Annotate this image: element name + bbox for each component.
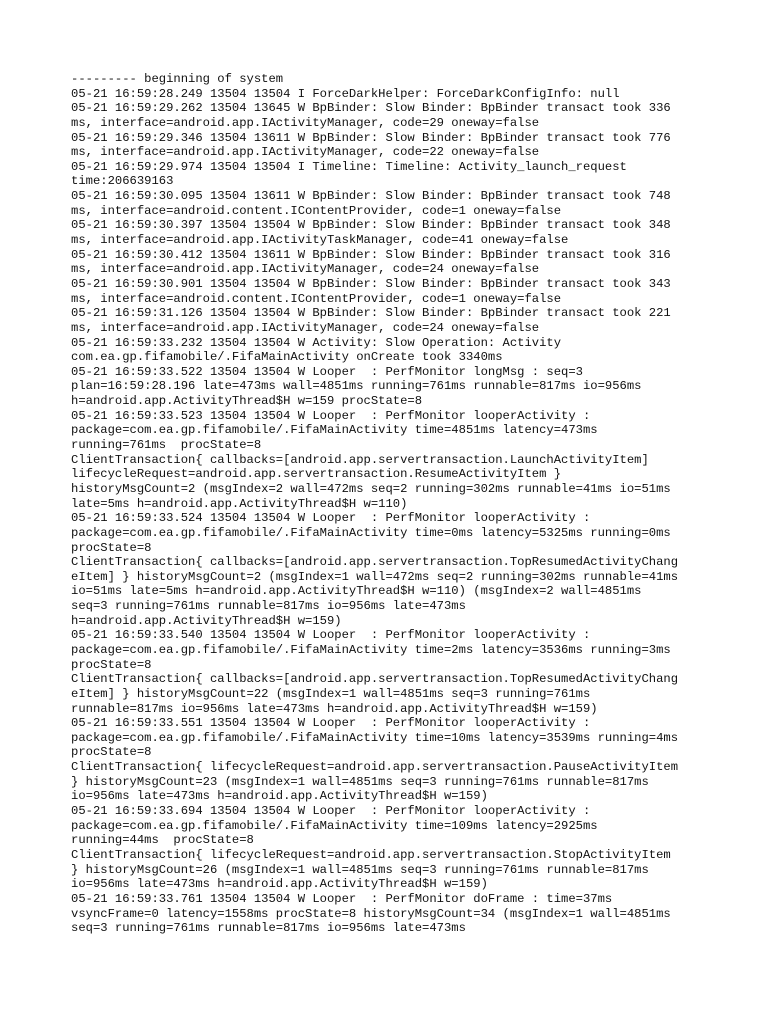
log-line: procState=8: [71, 745, 152, 760]
log-line: ms, interface=android.app.IActivityManager, code=24 oneway=false: [71, 262, 540, 277]
log-line: ClientTransaction{ callbacks=[android.app.servertransaction.TopResumedActivityChang: [71, 672, 679, 687]
log-line: eItem] } historyMsgCount=22 (msgIndex=1 wall=4851ms seq=3 running=761ms: [71, 686, 591, 701]
log-line: 05-21 16:59:29.974 13504 13504 I Timeline: Timeline: Activity_launch_request: [71, 159, 627, 174]
log-line: 05-21 16:59:33.524 13504 13504 W Looper : PerfMonitor looperActivity :: [71, 511, 591, 526]
log-line: h=android.app.ActivityThread$H w=159): [71, 613, 342, 628]
log-line: package=com.ea.gp.fifamobile/.FifaMainActivity time=10ms latency=3539ms running=4ms: [71, 730, 679, 745]
log-line: procState=8: [71, 540, 152, 555]
log-line: io=956ms late=473ms h=android.app.ActivityThread$H w=159): [71, 789, 488, 804]
log-line: 05-21 16:59:30.901 13504 13504 W BpBinder: Slow Binder: BpBinder transact took 343: [71, 276, 671, 291]
log-line: ClientTransaction{ callbacks=[android.app.servertransaction.LaunchActivityItem]: [71, 452, 649, 467]
log-line: } historyMsgCount=26 (msgIndex=1 wall=4851ms seq=3 running=761ms runnable=817ms: [71, 862, 649, 877]
log-line: seq=3 running=761ms runnable=817ms io=956ms late=473ms: [71, 921, 466, 936]
log-line: ms, interface=android.content.IContentProvider, code=1 oneway=false: [71, 291, 562, 306]
log-line: 05-21 16:59:30.397 13504 13504 W BpBinder: Slow Binder: BpBinder transact took 348: [71, 218, 671, 233]
log-line: 05-21 16:59:28.249 13504 13504 I ForceDarkHelper: ForceDarkConfigInfo: null: [71, 86, 620, 101]
log-line: io=956ms late=473ms h=android.app.ActivityThread$H w=159): [71, 877, 488, 892]
log-line: package=com.ea.gp.fifamobile/.FifaMainActivity time=0ms latency=5325ms running=0ms: [71, 525, 671, 540]
log-line: runnable=817ms io=956ms late=473ms h=android.app.ActivityThread$H w=159): [71, 701, 598, 716]
log-line: 05-21 16:59:30.412 13504 13611 W BpBinder: Slow Binder: BpBinder transact took 316: [71, 247, 671, 262]
log-line: eItem] } historyMsgCount=2 (msgIndex=1 wall=472ms seq=2 running=302ms runnable=41ms: [71, 569, 679, 584]
log-line: seq=3 running=761ms runnable=817ms io=956ms late=473ms: [71, 599, 466, 614]
log-document: [71, 72, 711, 936]
log-line: lifecycleRequest=android.app.servertransaction.ResumeActivityItem }: [71, 467, 562, 482]
log-line: time:206639163: [71, 174, 174, 189]
log-line: running=44ms procState=8: [71, 833, 254, 848]
log-line: --------- beginning of system: [71, 72, 284, 86]
log-line: 05-21 16:59:29.346 13504 13611 W BpBinder: Slow Binder: BpBinder transact took 776: [71, 130, 671, 145]
log-line: 05-21 16:59:33.522 13504 13504 W Looper : PerfMonitor longMsg : seq=3: [71, 364, 583, 379]
log-line: ms, interface=android.app.IActivityManager, code=29 oneway=false: [71, 115, 540, 130]
log-line: ms, interface=android.app.IActivityManager, code=22 oneway=false: [71, 145, 540, 160]
log-line: running=761ms procState=8: [71, 438, 262, 453]
log-line: vsyncFrame=0 latency=1558ms procState=8 historyMsgCount=34 (msgIndex=1 wall=4851ms: [71, 906, 671, 921]
log-line: 05-21 16:59:33.761 13504 13504 W Looper : PerfMonitor doFrame : time=37ms: [71, 891, 613, 906]
log-line: procState=8: [71, 657, 152, 672]
log-line: plan=16:59:28.196 late=473ms wall=4851ms running=761ms runnable=817ms io=956ms: [71, 379, 642, 394]
log-line: ms, interface=android.app.IActivityTaskManager, code=41 oneway=false: [71, 233, 569, 248]
log-line: io=51ms late=5ms h=android.app.ActivityThread$H w=110) (msgIndex=2 wall=4851ms: [71, 584, 642, 599]
log-line: ClientTransaction{ lifecycleRequest=android.app.servertransaction.StopActivityItem: [71, 847, 671, 862]
log-line: } historyMsgCount=23 (msgIndex=1 wall=4851ms seq=3 running=761ms runnable=817ms: [71, 774, 649, 789]
log-line: 05-21 16:59:29.262 13504 13645 W BpBinder: Slow Binder: BpBinder transact took 336: [71, 101, 671, 116]
log-line: late=5ms h=android.app.ActivityThread$H w=110): [71, 496, 408, 511]
log-line: ms, interface=android.app.IActivityManager, code=24 oneway=false: [71, 320, 540, 335]
log-line: historyMsgCount=2 (msgIndex=2 wall=472ms seq=2 running=302ms runnable=41ms io=51ms: [71, 481, 671, 496]
log-line: 05-21 16:59:33.523 13504 13504 W Looper : PerfMonitor looperActivity :: [71, 408, 591, 423]
log-line: package=com.ea.gp.fifamobile/.FifaMainActivity time=2ms latency=3536ms running=3ms: [71, 642, 671, 657]
log-line: 05-21 16:59:33.551 13504 13504 W Looper : PerfMonitor looperActivity :: [71, 716, 591, 731]
log-line: 05-21 16:59:31.126 13504 13504 W BpBinder: Slow Binder: BpBinder transact took 221: [71, 306, 671, 321]
log-line: 05-21 16:59:30.095 13504 13611 W BpBinder: Slow Binder: BpBinder transact took 748: [71, 189, 671, 204]
log-line: ms, interface=android.content.IContentProvider, code=1 oneway=false: [71, 203, 562, 218]
log-line: package=com.ea.gp.fifamobile/.FifaMainActivity time=4851ms latency=473ms: [71, 423, 598, 438]
log-line: h=android.app.ActivityThread$H w=159 procState=8: [71, 394, 423, 409]
log-line: ClientTransaction{ lifecycleRequest=android.app.servertransaction.PauseActivityItem: [71, 760, 679, 775]
log-line: package=com.ea.gp.fifamobile/.FifaMainActivity time=109ms latency=2925ms: [71, 818, 598, 833]
log-line: 05-21 16:59:33.694 13504 13504 W Looper : PerfMonitor looperActivity :: [71, 804, 591, 819]
log-line: ClientTransaction{ callbacks=[android.app.servertransaction.TopResumedActivityChang: [71, 555, 679, 570]
log-line: 05-21 16:59:33.540 13504 13504 W Looper : PerfMonitor looperActivity :: [71, 628, 591, 643]
log-line: 05-21 16:59:33.232 13504 13504 W Activity: Slow Operation: Activity: [71, 335, 562, 350]
log-line: com.ea.gp.fifamobile/.FifaMainActivity onCreate took 3340ms: [71, 350, 503, 365]
